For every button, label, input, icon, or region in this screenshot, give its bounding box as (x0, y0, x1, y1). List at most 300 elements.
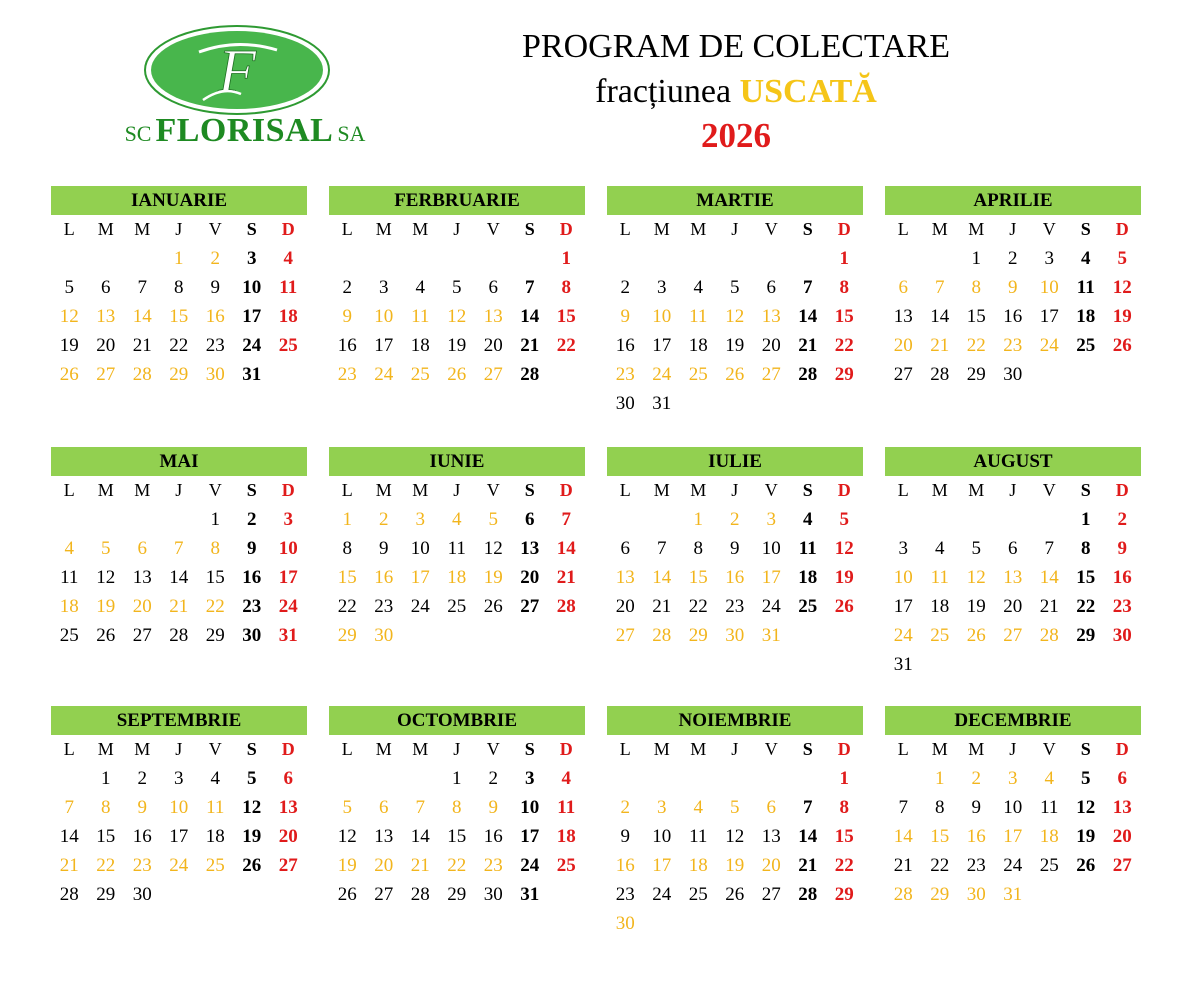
week-row (607, 563, 863, 592)
fraction-name: USCATĂ (739, 73, 877, 110)
day-cell: 12 (483, 538, 503, 559)
weekday-label: V (208, 739, 222, 759)
collection-day-cell: 2 (730, 509, 740, 530)
collection-day-cell: 12 (59, 306, 79, 327)
month-header: AUGUST (885, 447, 1141, 476)
collection-day-cell: 25 (410, 364, 430, 385)
day-cell: 15 (96, 826, 116, 847)
weekday-label: D (837, 219, 851, 239)
collection-day-cell: 19 (725, 855, 745, 876)
day-cell: 7 (561, 509, 571, 530)
collection-day-cell: 2 (379, 509, 389, 530)
month-iunie (329, 447, 585, 650)
weekday-header-row (607, 735, 863, 764)
day-cell: 11 (557, 797, 576, 818)
day-cell: 7 (898, 797, 908, 818)
collection-day-cell: 20 (374, 855, 394, 876)
weekday-label: V (1042, 739, 1056, 759)
day-cell: 27 (132, 625, 152, 646)
collection-day-cell: 16 (615, 855, 635, 876)
day-cell: 3 (1044, 248, 1054, 269)
day-cell: 5 (839, 509, 849, 530)
day-cell: 10 (761, 538, 781, 559)
day-cell: 22 (556, 335, 576, 356)
collection-day-cell: 30 (966, 884, 986, 905)
week-row (51, 822, 307, 851)
day-cell: 4 (210, 768, 220, 789)
weekday-header-row (51, 476, 307, 505)
day-cell: 28 (169, 625, 189, 646)
day-cell: 29 (447, 884, 467, 905)
day-cell: 21 (520, 335, 540, 356)
week-row (607, 360, 863, 389)
collection-day-cell: 15 (688, 567, 708, 588)
collection-day-cell: 11 (206, 797, 225, 818)
day-cell: 1 (839, 768, 849, 789)
empty-day-cell (644, 764, 681, 793)
collection-day-cell: 14 (132, 306, 152, 327)
collection-day-cell: 21 (59, 855, 79, 876)
collection-day-cell: 21 (930, 335, 950, 356)
weekday-label: S (1080, 480, 1091, 500)
day-cell: 7 (803, 277, 813, 298)
weekday-label: S (246, 219, 257, 239)
weekday-label: L (341, 219, 353, 239)
day-cell: 20 (520, 567, 540, 588)
collection-day-cell: 3 (1008, 768, 1018, 789)
day-cell: 19 (1112, 306, 1132, 327)
month-header: MAI (51, 447, 307, 476)
weekday-label: L (619, 480, 631, 500)
fraction-subtitle: fracțiunea USCATĂ (595, 73, 877, 110)
day-cell: 19 (59, 335, 79, 356)
collection-day-cell: 13 (96, 306, 116, 327)
weekday-label: M (931, 219, 948, 239)
weekday-label: D (281, 480, 295, 500)
collection-day-cell: 8 (101, 797, 111, 818)
week-row (885, 563, 1141, 592)
collection-day-cell: 5 (488, 509, 498, 530)
collection-day-cell: 22 (966, 335, 986, 356)
collection-day-cell: 18 (1039, 826, 1059, 847)
day-cell: 12 (337, 826, 357, 847)
weekday-label: J (731, 219, 739, 239)
collection-day-cell: 24 (374, 364, 394, 385)
week-row (329, 793, 585, 822)
day-cell: 19 (447, 335, 467, 356)
empty-day-cell (512, 244, 549, 273)
collection-day-cell: 27 (615, 625, 635, 646)
collection-day-cell: 25 (930, 625, 950, 646)
weekday-label: J (453, 739, 461, 759)
collection-day-cell: 31 (1003, 884, 1023, 905)
weekday-label: V (486, 739, 500, 759)
day-cell: 29 (966, 364, 986, 385)
weekday-label: D (1115, 219, 1129, 239)
weekday-label: L (63, 219, 75, 239)
day-cell: 29 (834, 884, 854, 905)
empty-day-cell (753, 764, 790, 793)
weekday-label: L (341, 480, 353, 500)
month-octombrie (329, 706, 585, 909)
weekday-label: M (412, 480, 429, 500)
day-cell: 24 (1003, 855, 1023, 876)
day-cell: 8 (839, 797, 849, 818)
day-cell: 29 (1076, 625, 1096, 646)
day-cell: 4 (803, 509, 813, 530)
weekday-label: S (1080, 739, 1091, 759)
collection-day-cell: 10 (1039, 277, 1059, 298)
weekday-label: M (968, 739, 985, 759)
collection-day-cell: 29 (337, 625, 357, 646)
week-row (885, 621, 1141, 650)
day-cell: 23 (615, 884, 635, 905)
collection-day-cell: 27 (483, 364, 503, 385)
day-cell: 24 (242, 335, 262, 356)
week-row (51, 563, 307, 592)
collection-day-cell: 2 (971, 768, 981, 789)
day-cell: 22 (834, 855, 854, 876)
day-cell: 18 (1076, 306, 1096, 327)
weekday-label: M (653, 739, 670, 759)
week-row (329, 273, 585, 302)
collection-day-cell: 15 (169, 306, 189, 327)
weekday-label: L (63, 480, 75, 500)
day-cell: 17 (374, 335, 394, 356)
weekday-label: L (341, 739, 353, 759)
collection-day-cell: 11 (411, 306, 430, 327)
week-row (607, 534, 863, 563)
week-row (885, 880, 1141, 909)
day-cell: 23 (242, 596, 262, 617)
weekday-label: D (837, 739, 851, 759)
month-ianuarie (51, 186, 307, 389)
day-cell: 13 (374, 826, 394, 847)
collection-day-cell: 26 (966, 625, 986, 646)
collection-day-cell: 6 (137, 538, 147, 559)
collection-day-cell: 23 (483, 855, 503, 876)
empty-day-cell (329, 764, 366, 793)
day-cell: 29 (205, 625, 225, 646)
weekday-label: S (802, 219, 813, 239)
month-header: DECEMBRIE (885, 706, 1141, 735)
weekday-label: L (897, 219, 909, 239)
weekday-label: V (486, 219, 500, 239)
week-row (329, 360, 585, 389)
collection-day-cell: 28 (893, 884, 913, 905)
collection-day-cell: 13 (615, 567, 635, 588)
collection-day-cell: 24 (893, 625, 913, 646)
collection-day-cell: 8 (971, 277, 981, 298)
weekday-label: V (1042, 480, 1056, 500)
day-cell: 5 (1117, 248, 1127, 269)
day-cell: 30 (132, 884, 152, 905)
month-header: SEPTEMBRIE (51, 706, 307, 735)
day-cell: 6 (488, 277, 498, 298)
empty-day-cell (885, 244, 922, 273)
day-cell: 27 (520, 596, 540, 617)
day-cell: 17 (169, 826, 189, 847)
day-cell: 23 (374, 596, 394, 617)
weekday-label: L (619, 219, 631, 239)
empty-day-cell (717, 764, 754, 793)
collection-day-cell: 20 (761, 855, 781, 876)
collection-day-cell: 16 (966, 826, 986, 847)
weekday-label: M (97, 219, 114, 239)
empty-day-cell (922, 505, 959, 534)
week-row (329, 621, 585, 650)
day-cell: 9 (730, 538, 740, 559)
weekday-label: V (486, 480, 500, 500)
day-cell: 16 (132, 826, 152, 847)
collection-day-cell: 19 (96, 596, 116, 617)
day-cell: 22 (930, 855, 950, 876)
day-cell: 12 (1076, 797, 1096, 818)
day-cell: 7 (137, 277, 147, 298)
day-cell: 21 (652, 596, 672, 617)
weekday-label: D (1115, 480, 1129, 500)
collection-day-cell: 23 (1003, 335, 1023, 356)
weekday-header-row (885, 215, 1141, 244)
collection-day-cell: 1 (342, 509, 352, 530)
week-row (329, 822, 585, 851)
week-row (51, 302, 307, 331)
collection-day-cell: 24 (1039, 335, 1059, 356)
week-row (607, 389, 863, 418)
collection-day-cell: 8 (452, 797, 462, 818)
collection-day-cell: 10 (893, 567, 913, 588)
day-cell: 25 (278, 335, 298, 356)
collection-day-cell: 4 (64, 538, 74, 559)
week-row (607, 273, 863, 302)
collection-day-cell: 11 (689, 306, 708, 327)
day-cell: 30 (1112, 625, 1132, 646)
day-cell: 31 (278, 625, 298, 646)
day-cell: 25 (688, 884, 708, 905)
weekday-label: J (731, 739, 739, 759)
week-row (885, 822, 1141, 851)
weekday-label: M (690, 219, 707, 239)
day-cell: 1 (452, 768, 462, 789)
day-cell: 31 (652, 393, 672, 414)
day-cell: 21 (893, 855, 913, 876)
day-cell: 12 (725, 826, 745, 847)
weekday-header-row (51, 735, 307, 764)
month-header: NOIEMBRIE (607, 706, 863, 735)
collection-day-cell: 18 (59, 596, 79, 617)
day-cell: 26 (483, 596, 503, 617)
day-cell: 18 (688, 335, 708, 356)
day-cell: 20 (1112, 826, 1132, 847)
day-cell: 12 (242, 797, 262, 818)
day-cell: 14 (798, 306, 818, 327)
weekday-label: V (1042, 219, 1056, 239)
day-cell: 14 (930, 306, 950, 327)
empty-day-cell (51, 505, 88, 534)
day-cell: 24 (652, 884, 672, 905)
day-cell: 20 (1003, 596, 1023, 617)
day-cell: 24 (278, 596, 298, 617)
week-row (885, 244, 1141, 273)
collection-day-cell: 5 (342, 797, 352, 818)
day-cell: 12 (96, 567, 116, 588)
weekday-label: M (375, 480, 392, 500)
empty-day-cell (790, 244, 827, 273)
week-row (885, 273, 1141, 302)
day-cell: 3 (379, 277, 389, 298)
collection-day-cell: 6 (898, 277, 908, 298)
month-header: IULIE (607, 447, 863, 476)
collection-day-cell: 23 (337, 364, 357, 385)
day-cell: 10 (242, 277, 262, 298)
weekday-label: V (208, 480, 222, 500)
collection-day-cell: 27 (761, 364, 781, 385)
collection-day-cell: 29 (169, 364, 189, 385)
month-mai (51, 447, 307, 650)
day-cell: 24 (410, 596, 430, 617)
collection-day-cell: 14 (893, 826, 913, 847)
florisal-logo (143, 24, 331, 116)
day-cell: 4 (561, 768, 571, 789)
collection-day-cell: 7 (174, 538, 184, 559)
weekday-label: D (837, 480, 851, 500)
day-cell: 20 (483, 335, 503, 356)
weekday-label: M (134, 219, 151, 239)
weekday-label: J (1009, 219, 1017, 239)
day-cell: 20 (761, 335, 781, 356)
collection-day-cell: 14 (1039, 567, 1059, 588)
collection-day-cell: 17 (410, 567, 430, 588)
collection-day-cell: 27 (96, 364, 116, 385)
day-cell: 28 (59, 884, 79, 905)
week-row (607, 621, 863, 650)
week-row (51, 273, 307, 302)
day-cell: 10 (1003, 797, 1023, 818)
day-cell: 21 (1039, 596, 1059, 617)
day-cell: 5 (64, 277, 74, 298)
weekday-label: D (559, 219, 573, 239)
day-cell: 6 (620, 538, 630, 559)
month-header: OCTOMBRIE (329, 706, 585, 735)
weekday-label: M (97, 739, 114, 759)
day-cell: 16 (483, 826, 503, 847)
day-cell: 18 (205, 826, 225, 847)
day-cell: 18 (278, 306, 298, 327)
day-cell: 25 (798, 596, 818, 617)
collection-day-cell: 16 (374, 567, 394, 588)
day-cell: 26 (96, 625, 116, 646)
week-row (607, 764, 863, 793)
day-cell: 5 (730, 277, 740, 298)
week-row (885, 851, 1141, 880)
day-cell: 8 (935, 797, 945, 818)
collection-day-cell: 10 (652, 306, 672, 327)
day-cell: 17 (520, 826, 540, 847)
collection-day-cell: 15 (337, 567, 357, 588)
weekday-label: M (968, 219, 985, 239)
day-cell: 14 (520, 306, 540, 327)
day-cell: 4 (283, 248, 293, 269)
day-cell: 9 (971, 797, 981, 818)
collection-day-cell: 26 (59, 364, 79, 385)
day-cell: 17 (893, 596, 913, 617)
day-cell: 12 (834, 538, 854, 559)
collection-day-cell: 26 (447, 364, 467, 385)
empty-day-cell (439, 244, 476, 273)
week-row (51, 764, 307, 793)
weekday-header-row (885, 476, 1141, 505)
day-cell: 23 (1112, 596, 1132, 617)
day-cell: 18 (798, 567, 818, 588)
day-cell: 1 (210, 509, 220, 530)
day-cell: 25 (1076, 335, 1096, 356)
collection-day-cell: 24 (652, 364, 672, 385)
month-header: MARTIE (607, 186, 863, 215)
day-cell: 26 (1112, 335, 1132, 356)
day-cell: 13 (893, 306, 913, 327)
day-cell: 3 (283, 509, 293, 530)
day-cell: 22 (688, 596, 708, 617)
week-row (607, 302, 863, 331)
collection-day-cell: 17 (1003, 826, 1023, 847)
weekday-label: J (175, 480, 183, 500)
weekday-header-row (329, 215, 585, 244)
day-cell: 12 (1112, 277, 1132, 298)
collection-day-cell: 31 (761, 625, 781, 646)
collection-day-cell: 20 (132, 596, 152, 617)
weekday-label: S (246, 480, 257, 500)
day-cell: 21 (132, 335, 152, 356)
week-row (329, 764, 585, 793)
day-cell: 26 (242, 855, 262, 876)
month-aprilie (885, 186, 1141, 389)
day-cell: 14 (169, 567, 189, 588)
day-cell: 14 (410, 826, 430, 847)
collection-day-cell: 13 (483, 306, 503, 327)
day-cell: 7 (1044, 538, 1054, 559)
month-iulie (607, 447, 863, 650)
collection-day-cell: 22 (447, 855, 467, 876)
day-cell: 18 (930, 596, 950, 617)
day-cell: 28 (798, 884, 818, 905)
weekday-label: J (175, 739, 183, 759)
collection-day-cell: 24 (169, 855, 189, 876)
week-row (329, 851, 585, 880)
weekday-label: D (281, 219, 295, 239)
empty-day-cell (1031, 505, 1068, 534)
day-cell: 1 (971, 248, 981, 269)
empty-day-cell (124, 505, 161, 534)
week-row (607, 851, 863, 880)
empty-day-cell (958, 505, 995, 534)
month-ferbruarie (329, 186, 585, 389)
collection-day-cell: 10 (374, 306, 394, 327)
day-cell: 14 (798, 826, 818, 847)
weekday-label: M (97, 480, 114, 500)
company-name: SC FLORISAL SA (124, 112, 366, 149)
day-cell: 17 (242, 306, 262, 327)
week-row (885, 592, 1141, 621)
empty-day-cell (644, 244, 681, 273)
month-noiembrie (607, 706, 863, 938)
day-cell: 7 (657, 538, 667, 559)
week-row (329, 592, 585, 621)
week-row (329, 244, 585, 273)
day-cell: 9 (379, 538, 389, 559)
day-cell: 29 (96, 884, 116, 905)
day-cell: 19 (242, 826, 262, 847)
day-cell: 3 (525, 768, 535, 789)
